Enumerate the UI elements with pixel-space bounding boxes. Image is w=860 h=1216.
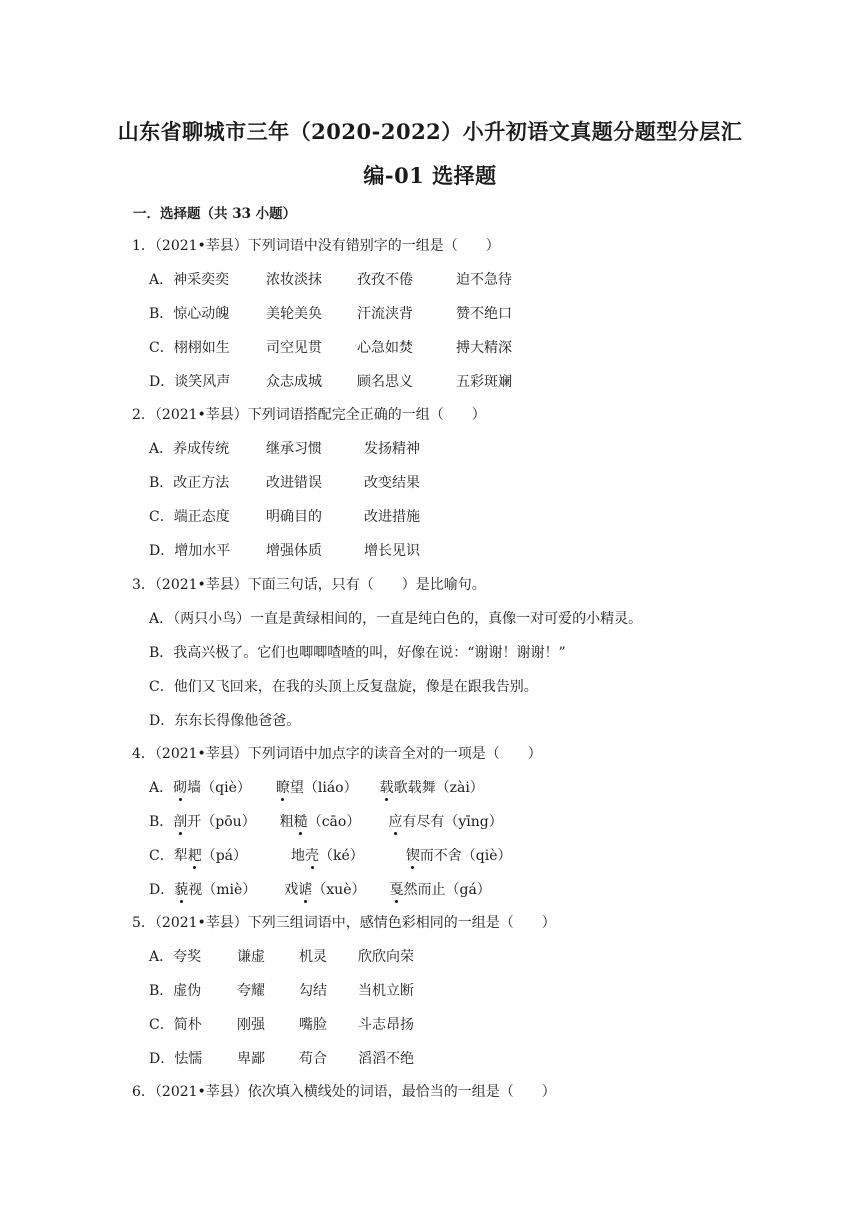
emphasis-dot-char: 耙 xyxy=(188,845,202,865)
question-6-stem: 6．（2021•莘县）依次填入横线处的词语，最恰当的一组是（ ） xyxy=(132,1084,556,1100)
document-title-line-2: 编-01 选择题 xyxy=(363,163,497,188)
question-1-option-b: B．惊心动魄 美轮美奂 汗流浃背 赞不绝口 xyxy=(149,306,512,322)
emphasis-dot-char: 谑 xyxy=(298,879,312,899)
emphasis-dot-char: 瞭 xyxy=(276,777,290,797)
question-1-option-a: A．神采奕奕 浓妆淡抹 孜孜不倦 迫不急待 xyxy=(149,272,512,288)
question-3-option-b: B．我高兴极了。它们也唧唧喳喳的叫，好像在说：“谢谢！谢谢！” xyxy=(149,645,566,661)
section-heading: 一．选择题（共 33 小题） xyxy=(133,206,297,222)
question-5-option-d: D．怯懦 卑鄙 苟合 滔滔不绝 xyxy=(149,1051,414,1067)
question-1-option-c: C．栩栩如生 司空见贯 心急如焚 搏大精深 xyxy=(149,340,512,356)
question-4-stem: 4．（2021•莘县）下列词语中加点字的读音全对的一项是（ ） xyxy=(132,746,542,762)
question-3-option-a: A．（两只小鸟）一直是黄绿相间的，一直是纯白色的，真像一对可爱的小精灵。 xyxy=(149,611,643,627)
question-1-option-d: D．谈笑风声 众志成城 顾名思义 五彩斑斓 xyxy=(149,374,512,390)
question-2-option-a: A．养成传统 继承习惯 发扬精神 xyxy=(149,441,420,457)
emphasis-dot-char: 应 xyxy=(388,811,402,831)
question-3-option-d: D．东东长得像他爸爸。 xyxy=(149,713,301,729)
emphasis-dot-char: 藐 xyxy=(174,879,188,899)
question-1-stem: 1．（2021•莘县）下列词语中没有错别字的一组是（ ） xyxy=(132,238,500,254)
question-5-stem: 5．（2021•莘县）下列三组词语中，感情色彩相同的一组是（ ） xyxy=(132,915,556,931)
question-3-stem: 3．（2021•莘县）下面三句话，只有（ ）是比喻句。 xyxy=(132,577,486,593)
emphasis-dot-char: 戛 xyxy=(389,879,403,899)
question-4-option-a: A．砌墙（qiè） 瞭望（liáo） 载歌载舞（zài） xyxy=(149,777,484,797)
question-4-option-d: D．藐视（miè） 戏谑（xuè） 戛然而止（gá） xyxy=(149,879,491,899)
emphasis-dot-char: 载 xyxy=(380,777,394,797)
question-2-stem: 2．（2021•莘县）下列词语搭配完全正确的一组（ ） xyxy=(132,407,486,423)
question-4-option-b: B．剖开（pōu） 粗糙（cāo） 应有尽有（yīng） xyxy=(149,811,503,831)
question-5-option-b: B．虚伪 夸耀 勾结 当机立断 xyxy=(149,983,414,999)
question-5-option-a: A．夸奖 谦虚 机灵 欣欣向荣 xyxy=(149,949,414,965)
emphasis-dot-char: 糙 xyxy=(294,811,308,831)
question-5-option-c: C．简朴 刚强 嘴脸 斗志昂扬 xyxy=(149,1017,414,1033)
question-2-option-c: C．端正态度 明确目的 改进措施 xyxy=(149,509,420,525)
emphasis-dot-char: 剖 xyxy=(173,811,187,831)
question-2-option-d: D．增加水平 增强体质 增长见识 xyxy=(149,543,420,559)
question-2-option-b: B．改正方法 改进错误 改变结果 xyxy=(149,475,420,491)
question-4-option-c: C．犁耙（pá） 地壳（ké） 锲而不舍（qiè） xyxy=(149,845,512,865)
document-title-line-1: 山东省聊城市三年（2020-2022）小升初语文真题分题型分层汇 xyxy=(117,119,743,144)
emphasis-dot-char: 砌 xyxy=(173,777,187,797)
question-3-option-c: C．他们又飞回来，在我的头顶上反复盘旋，像是在跟我告别。 xyxy=(149,679,538,695)
emphasis-dot-char: 锲 xyxy=(406,845,420,865)
emphasis-dot-char: 壳 xyxy=(305,845,319,865)
